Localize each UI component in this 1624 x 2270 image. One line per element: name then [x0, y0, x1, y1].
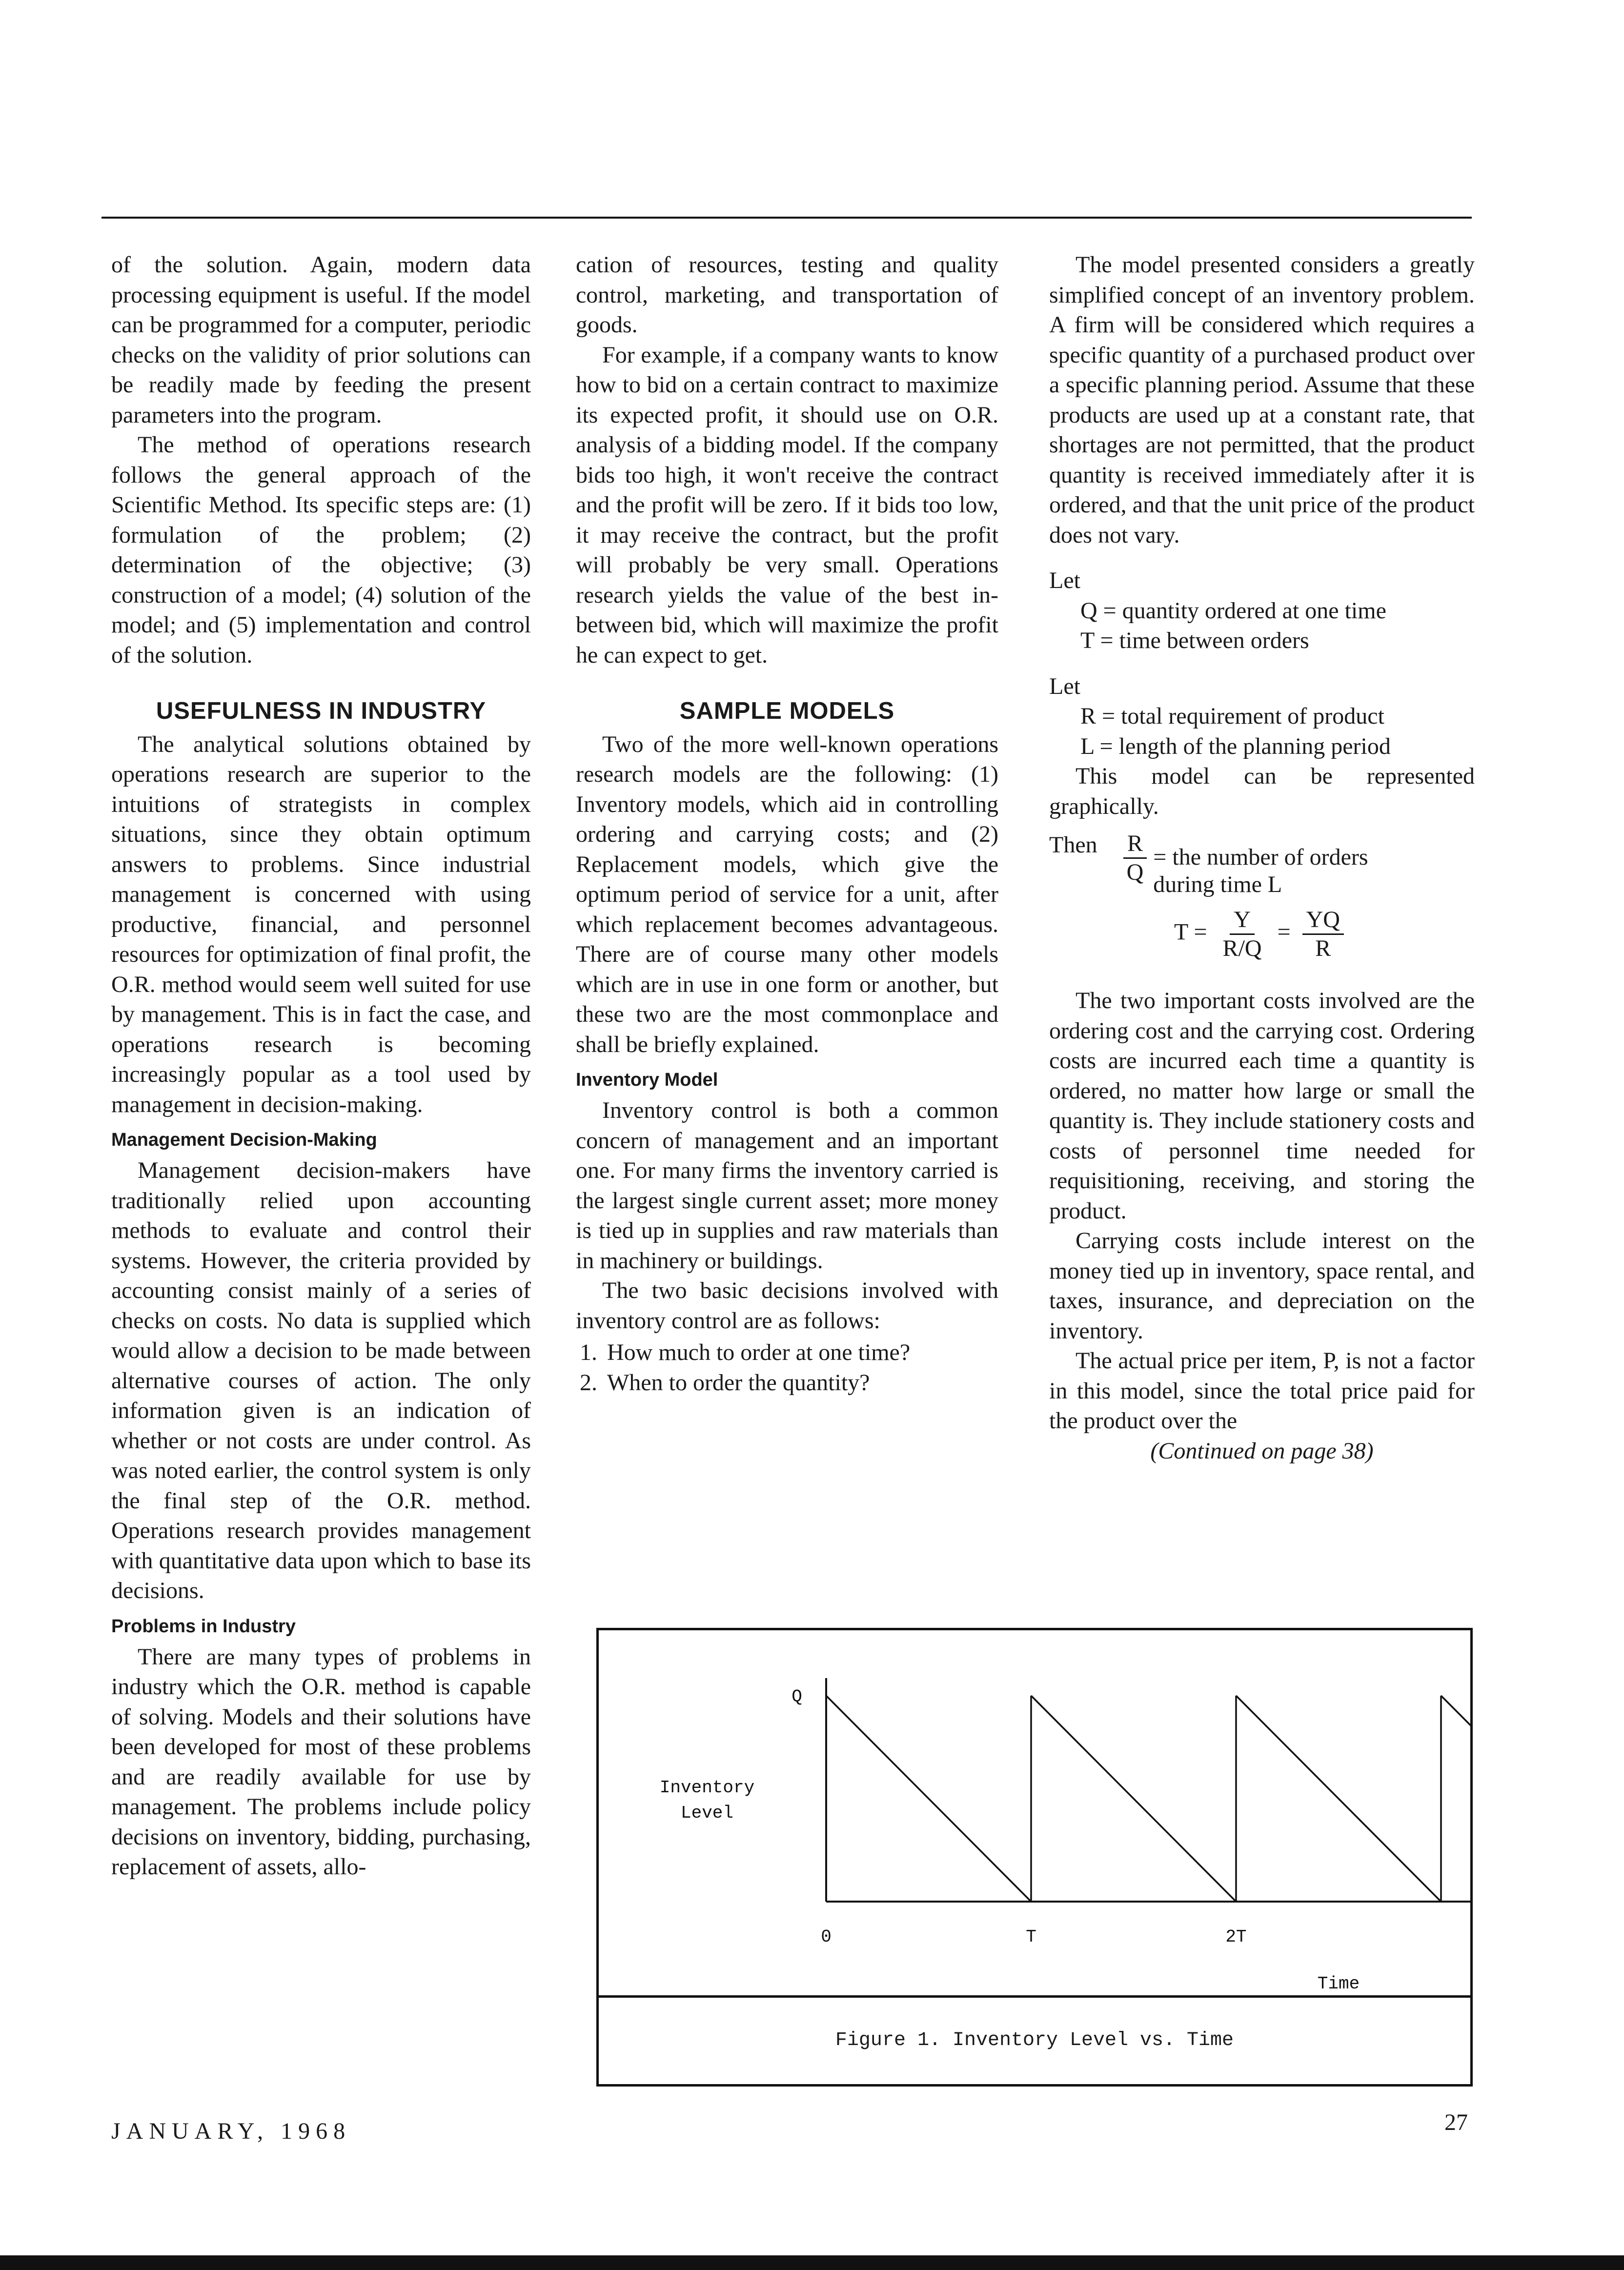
- paragraph: The analytical solutions obtained by operations research are superior to the intuitions of strategists in complex situations, since they obtain optimum answers to problems. Since industrial management is concerned with using productive, financial, and personnel resources for optimization of final profit, the O.R. method would seem well suited for use by management. This is in fact the case, and operations research is becoming increasingly popular as a tool used by management in decision-making.: [111, 731, 531, 1117]
- let-label: Let: [1049, 673, 1080, 699]
- subheading-inventory-model: Inventory Model: [576, 1070, 718, 1090]
- paragraph: The two basic decisions involved with inventory control are as follows:: [576, 1277, 998, 1334]
- equation-t: T = $\frac{Y}{R/Q}$ = $\frac{YQ}{R}$: [1049, 906, 1475, 962]
- paragraph: of the solution. Again, modern data processing equipment is useful. If the model can be programmed for a computer, periodic checks on the validity of prior solutions can be readily made by feeding the present parameters into the program.: [111, 252, 531, 428]
- x-tick-label: 2T: [1225, 1927, 1247, 1947]
- paragraph: For example, if a company wants to know how to bid on a certain contract to maximize its expected profit, it should use on O.R. analysis of a bidding model. If the company bids too high, it won't receive the contract and the profit will be zero. If it bids too low, it may receive the contract, but the profit will probably be very small. Operations research yields the value of the best in-between bid, which will maximize the profit he can expect to get.: [576, 342, 998, 668]
- definition-r: R = total requirement of product: [1080, 703, 1384, 729]
- figure-inventory-chart: [596, 1628, 1473, 2087]
- list-item: 1. How much to order at one time?: [603, 1338, 998, 1368]
- paragraph: Management decision-makers have traditionally relied upon accounting methods to evaluate and control their systems. However, the criteria provided by accounting consist mainly of a series of checks on costs. No data is supplied which would allow a decision to be made between alternative courses of action. The only information given is an indication of whether or not costs are under control. As was noted earlier, the control system is only the final step of the O.R. method. Operations research provides management with quantitative data upon which to base its decisions.: [111, 1157, 531, 1603]
- subheading-management-decision-making: Management Decision-Making: [111, 1130, 377, 1150]
- let-label: Let: [1049, 568, 1080, 593]
- x-tick-label: T: [1026, 1927, 1036, 1947]
- y-axis-label: Inventory: [659, 1778, 755, 1798]
- depletion-segment: [826, 1696, 1031, 1902]
- inventory-chart: [599, 1630, 1470, 2084]
- column-2: [576, 250, 998, 1398]
- paragraph: cation of resources, testing and quality control, marketing, and transportation of goods.: [576, 252, 998, 338]
- paragraph: The method of operations research follows the general approach of the Scientific Method. Its specific steps are: (1) formulation of the problem; (2) determination of the objective; (3) construction of a model; (4) solution of the model; and (5) implementation and control of the solution.: [111, 432, 531, 668]
- then-label: Then: [1049, 832, 1097, 858]
- paragraph: There are many types of problems in industry which the O.R. method is capable of solving. Models and their solutions have been developed for most of these problems and are readily available for use by management. The problems include policy decisions on inventory, bidding, purchasing, replacement of assets, allo-: [111, 1643, 531, 1880]
- section-heading-sample-models: SAMPLE MODELS: [679, 698, 895, 724]
- definition-q: Q = quantity ordered at one time: [1080, 597, 1386, 624]
- subheading-problems-in-industry: Problems in Industry: [111, 1616, 296, 1637]
- paragraph: Two of the more well-known operations research models are the following: (1) Inventory models, which aid in controlling ordering and carrying costs; and (2) Replacement models, which give the optimum period of service for a unit, after which replacement becomes advantageous. There are of course many other models which are in use in one form or another, but these two are the most commonplace and shall be briefly explained.: [576, 731, 998, 1057]
- decision-list: [576, 1338, 998, 1398]
- y-tick-label: Q: [792, 1687, 802, 1707]
- x-tick-label: 0: [821, 1927, 832, 1947]
- paragraph: The model presented considers a greatly simplified concept of an inventory problem. A firm will be considered which requires a specific quantity of a purchased product over a specific planning period. Assume that these products are used up at a constant rate, that shortages are not permitted, that the product quantity is received immediately after it is ordered, and that the unit price of the product does not vary.: [1049, 252, 1475, 548]
- equation-text: = the number of orders during time L: [1153, 844, 1368, 897]
- continued-note: (Continued on page 38): [1150, 1438, 1374, 1464]
- caption-divider: [599, 1995, 1470, 1998]
- issue-date: JANUARY, 1968: [111, 2118, 351, 2144]
- definition-l: L = length of the planning period: [1080, 733, 1391, 759]
- column-1: [111, 250, 531, 1882]
- scan-edge: [0, 2255, 1624, 2270]
- paragraph: This model can be represented graphically.: [1049, 763, 1475, 819]
- page-number: 27: [1444, 2109, 1468, 2135]
- paragraph: Carrying costs include interest on the money tied up in inventory, space rental, and taxes, insurance, and depreciation on the inventory.: [1049, 1228, 1475, 1344]
- fraction-r-over-q: $\frac{R}{Q}$: [1123, 830, 1148, 886]
- y-axis-label: Level: [680, 1803, 734, 1823]
- depletion-segment: [1236, 1696, 1441, 1902]
- paragraph: The two important costs involved are the ordering cost and the carrying cost. Ordering costs are incurred each time a quantity is ordered, no matter how large or small the quantity is. They include stationery costs and costs of personnel time needed for requisitioning, receiving, and storing the product.: [1049, 988, 1475, 1224]
- column-3: [1049, 250, 1475, 1466]
- x-axis-label: Time: [1317, 1974, 1360, 1994]
- section-heading-usefulness: USEFULNESS IN INDUSTRY: [156, 698, 487, 724]
- list-item: 2. When to order the quantity?: [603, 1368, 998, 1398]
- header-rule: [102, 217, 1472, 219]
- depletion-segment: [1031, 1696, 1236, 1902]
- depletion-segment: [1441, 1696, 1470, 1902]
- paragraph: Inventory control is both a common concern of management and an important one. For many firms the inventory carried is the largest single current asset; more money is tied up in supplies and raw materials than in machinery or buildings.: [576, 1097, 998, 1274]
- equation-orders: [1049, 830, 1475, 898]
- definition-t: T = time between orders: [1080, 628, 1309, 653]
- figure-caption: Figure 1. Inventory Level vs. Time: [835, 2029, 1234, 2051]
- paragraph: The actual price per item, P, is not a factor in this model, since the total price paid for the product over the: [1049, 1348, 1475, 1434]
